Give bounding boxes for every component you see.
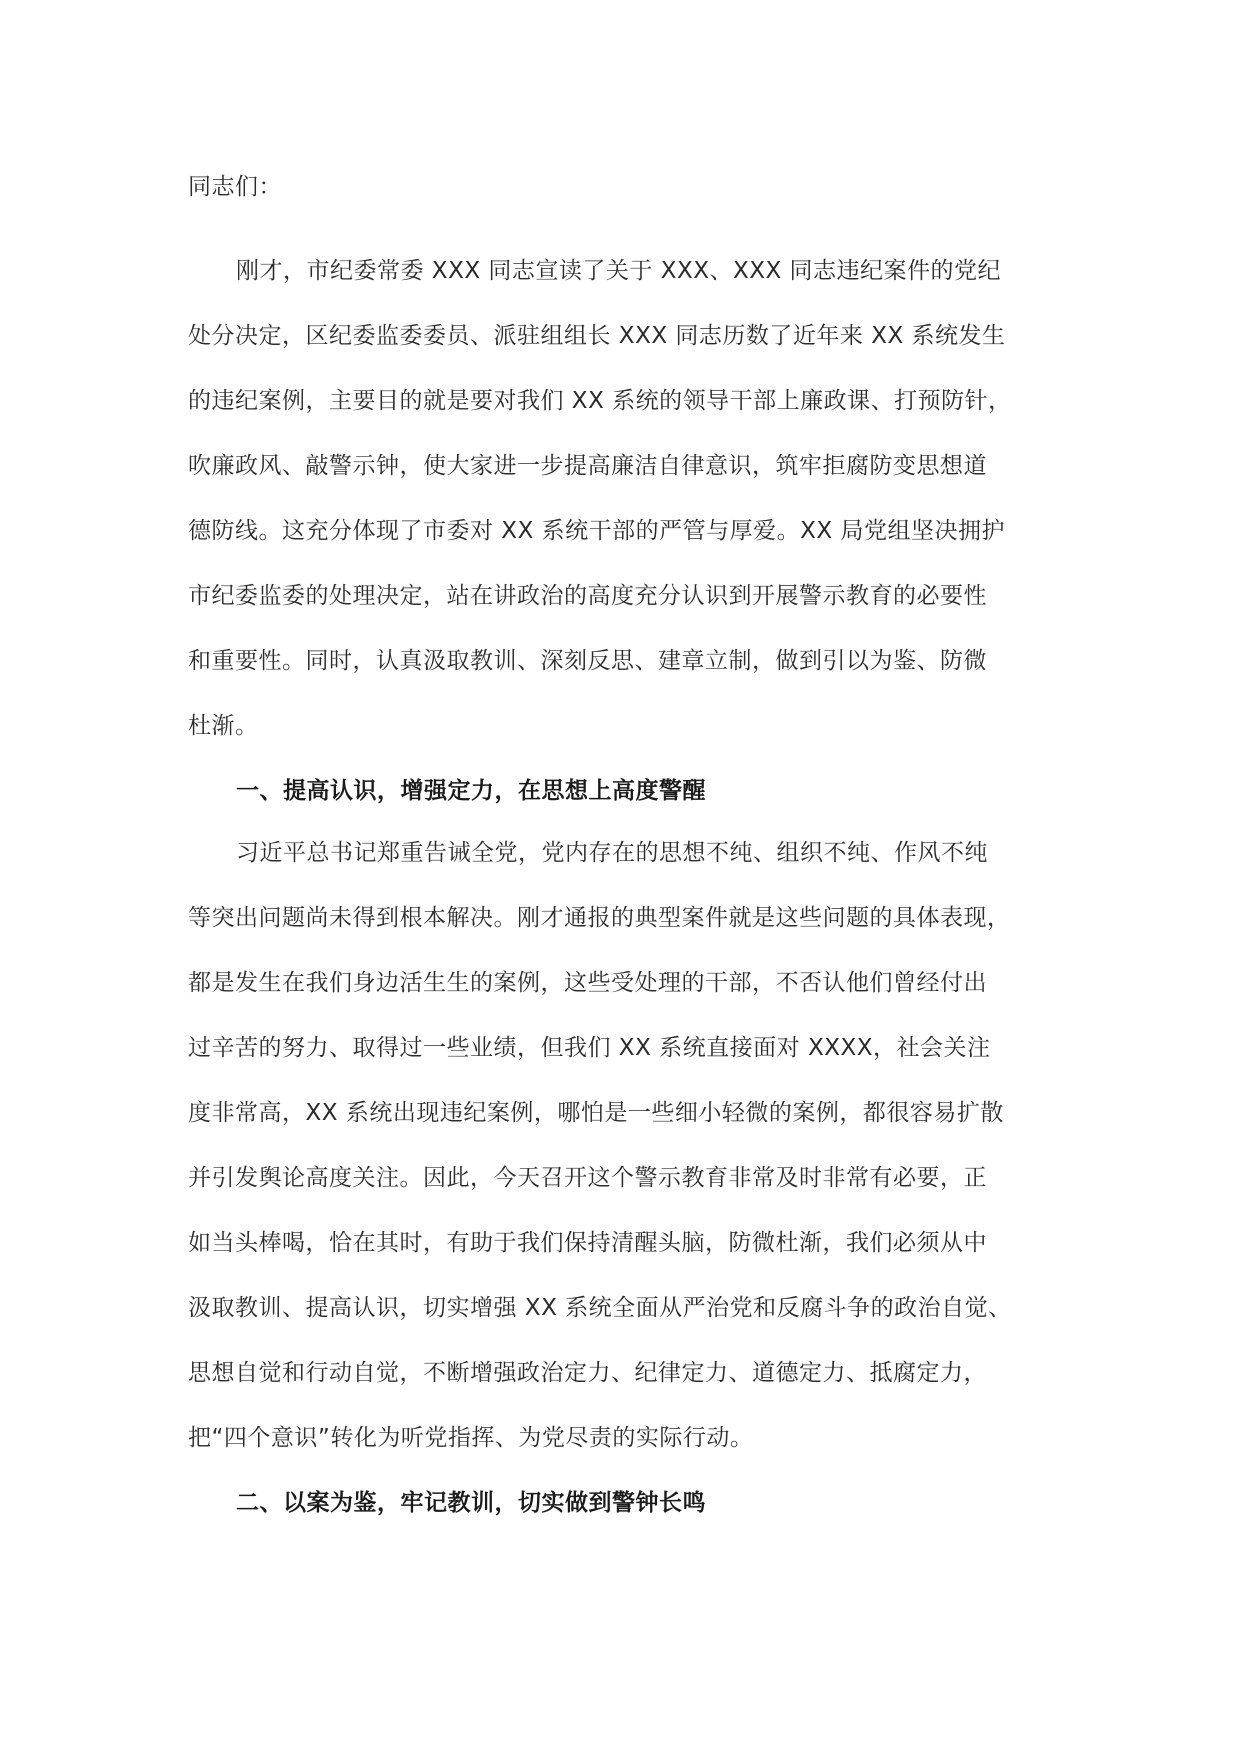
paragraph-line: 过辛苦的努力、取得过一些业绩，但我们 XX 系统直接面对 XXXX，社会关注 [188,1035,991,1061]
paragraph-1 [188,256,1060,776]
paragraph-line: 如当头棒喝，恰在其时，有助于我们保持清醒头脑，防微杜渐，我们必须从中 [188,1230,987,1256]
paragraph-line: 汲取教训、提高认识，切实增强 XX 系统全面从严治党和反腐斗争的政治自觉、 [188,1295,1012,1321]
paragraph-line: 并引发舆论高度关注。因此，今天召开这个警示教育非常及时非常有必要，正 [188,1165,987,1191]
paragraph-line: 市纪委监委的处理决定，站在讲政治的高度充分认识到开展警示教育的必要性 [188,583,987,609]
section-heading-2: 二、以案为鉴，牢记教训，切实做到警钟长鸣 [236,1490,706,1516]
document-body [188,172,1060,1550]
paragraph-line: 的违纪案例，主要目的就是要对我们 XX 系统的领导干部上廉政课、打预防针， [188,388,1012,414]
paragraph-line: 都是发生在我们身边活生生的案例，这些受处理的干部，不否认他们曾经付出 [188,970,987,996]
paragraph-line: 把“四个意识”转化为听党指挥、为党尽责的实际行动。 [188,1425,754,1451]
salutation: 同志们： [188,174,282,200]
paragraph-2 [188,838,1060,1488]
paragraph-line: 度非常高，XX 系统出现违纪案例，哪怕是一些细小轻微的案例，都很容易扩散 [188,1100,1004,1126]
paragraph-line: 吹廉政风、敲警示钟，使大家进一步提高廉洁自律意识，筑牢拒腐防变思想道 [188,453,987,479]
paragraph-line: 刚才，市纪委常委 XXX 同志宣读了关于 XXX、XXX 同志违纪案件的党纪 [236,258,1002,284]
paragraph-line: 等突出问题尚未得到根本解决。刚才通报的典型案件就是这些问题的具体表现， [188,905,1011,931]
paragraph-line: 杜渐。 [188,713,259,739]
paragraph-line: 处分决定，区纪委监委委员、派驻组组长 XXX 同志历数了近年来 XX 系统发生 [188,323,1006,349]
paragraph-line: 思想自觉和行动自觉，不断增强政治定力、纪律定力、道德定力、抵腐定力， [188,1360,987,1386]
paragraph-line: 习近平总书记郑重告诫全党，党内存在的思想不纯、组织不纯、作风不纯 [236,840,988,866]
paragraph-line: 和重要性。同时，认真汲取教训、深刻反思、建章立制，做到引以为鉴、防微 [188,648,987,674]
paragraph-line: 德防线。这充分体现了市委对 XX 系统干部的严管与厚爱。XX 局党组坚决拥护 [188,518,1005,544]
section-heading-1: 一、提高认识，增强定力，在思想上高度警醒 [236,778,706,804]
